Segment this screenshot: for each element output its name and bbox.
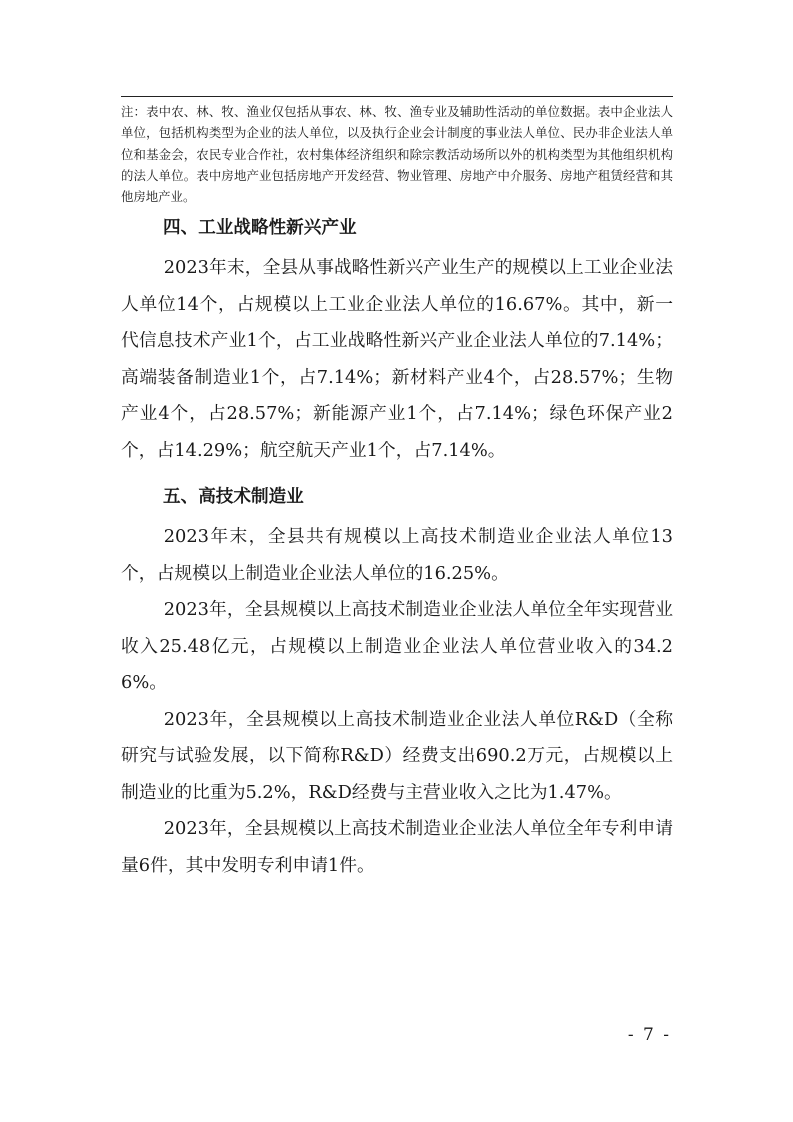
paragraph-high-tech-rd: 2023年，全县规模以上高技术制造业企业法人单位R&D（全称研究与试验发展，以下简称R&D）经费支出690.2万元，占规模以上制造业的比重为5.2%，R&D经费与主营业收入之比为1.47%。 <box>121 708 673 803</box>
note-separator-rule <box>121 96 673 97</box>
page-number: - 7 - <box>627 1025 671 1045</box>
paragraph-strategic-emerging-industries: 2023年末，全县从事战略性新兴产业生产的规模以上工业企业法人单位14个，占规模以上工业企业法人单位的16.67%。其中，新一代信息技术产业1个，占工业战略性新兴产业企业法人单位的7.14%；高端装备制造业1个，占7.14%；新材料产业4个，占28.57%；生物产业4个，占28.57%；新能源产业1个，占7.14%；绿色环保产业2个，占14.29%；航空航天产业1个，占7.14%。 <box>121 257 673 461</box>
paragraph-high-tech-revenue: 2023年，全县规模以上高技术制造业企业法人单位全年实现营业收入25.48亿元，占规模以上制造业企业法人单位营业收入的34.26%。 <box>121 599 673 693</box>
document-body <box>121 206 673 884</box>
paragraph-high-tech-units: 2023年末，全县共有规模以上高技术制造业企业法人单位13个，占规模以上制造业企业法人单位的16.25%。 <box>121 526 673 584</box>
paragraph-high-tech-patents: 2023年，全县规模以上高技术制造业企业法人单位全年专利申请量6件，其中发明专利申请1件。 <box>121 818 673 876</box>
table-footnote: 注：表中农、林、牧、渔业仅包括从事农、林、牧、渔专业及辅助性活动的单位数据。表中企业法人单位，包括机构类型为企业的法人单位，以及执行企业会计制度的事业法人单位、民办非企业法人单位和基金会，农民专业合作社，农村集体经济组织和除宗教活动场所以外的机构类型为其他组织机构的法人单位。表中房地产业包括房地产开发经营、物业管理、房地产中介服务、房地产租赁经营和其他房地产业。 <box>121 104 673 205</box>
section-heading-strategic-emerging-industries: 四、工业战略性新兴产业 <box>163 218 357 238</box>
section-heading-high-tech-manufacturing: 五、高技术制造业 <box>163 487 304 507</box>
